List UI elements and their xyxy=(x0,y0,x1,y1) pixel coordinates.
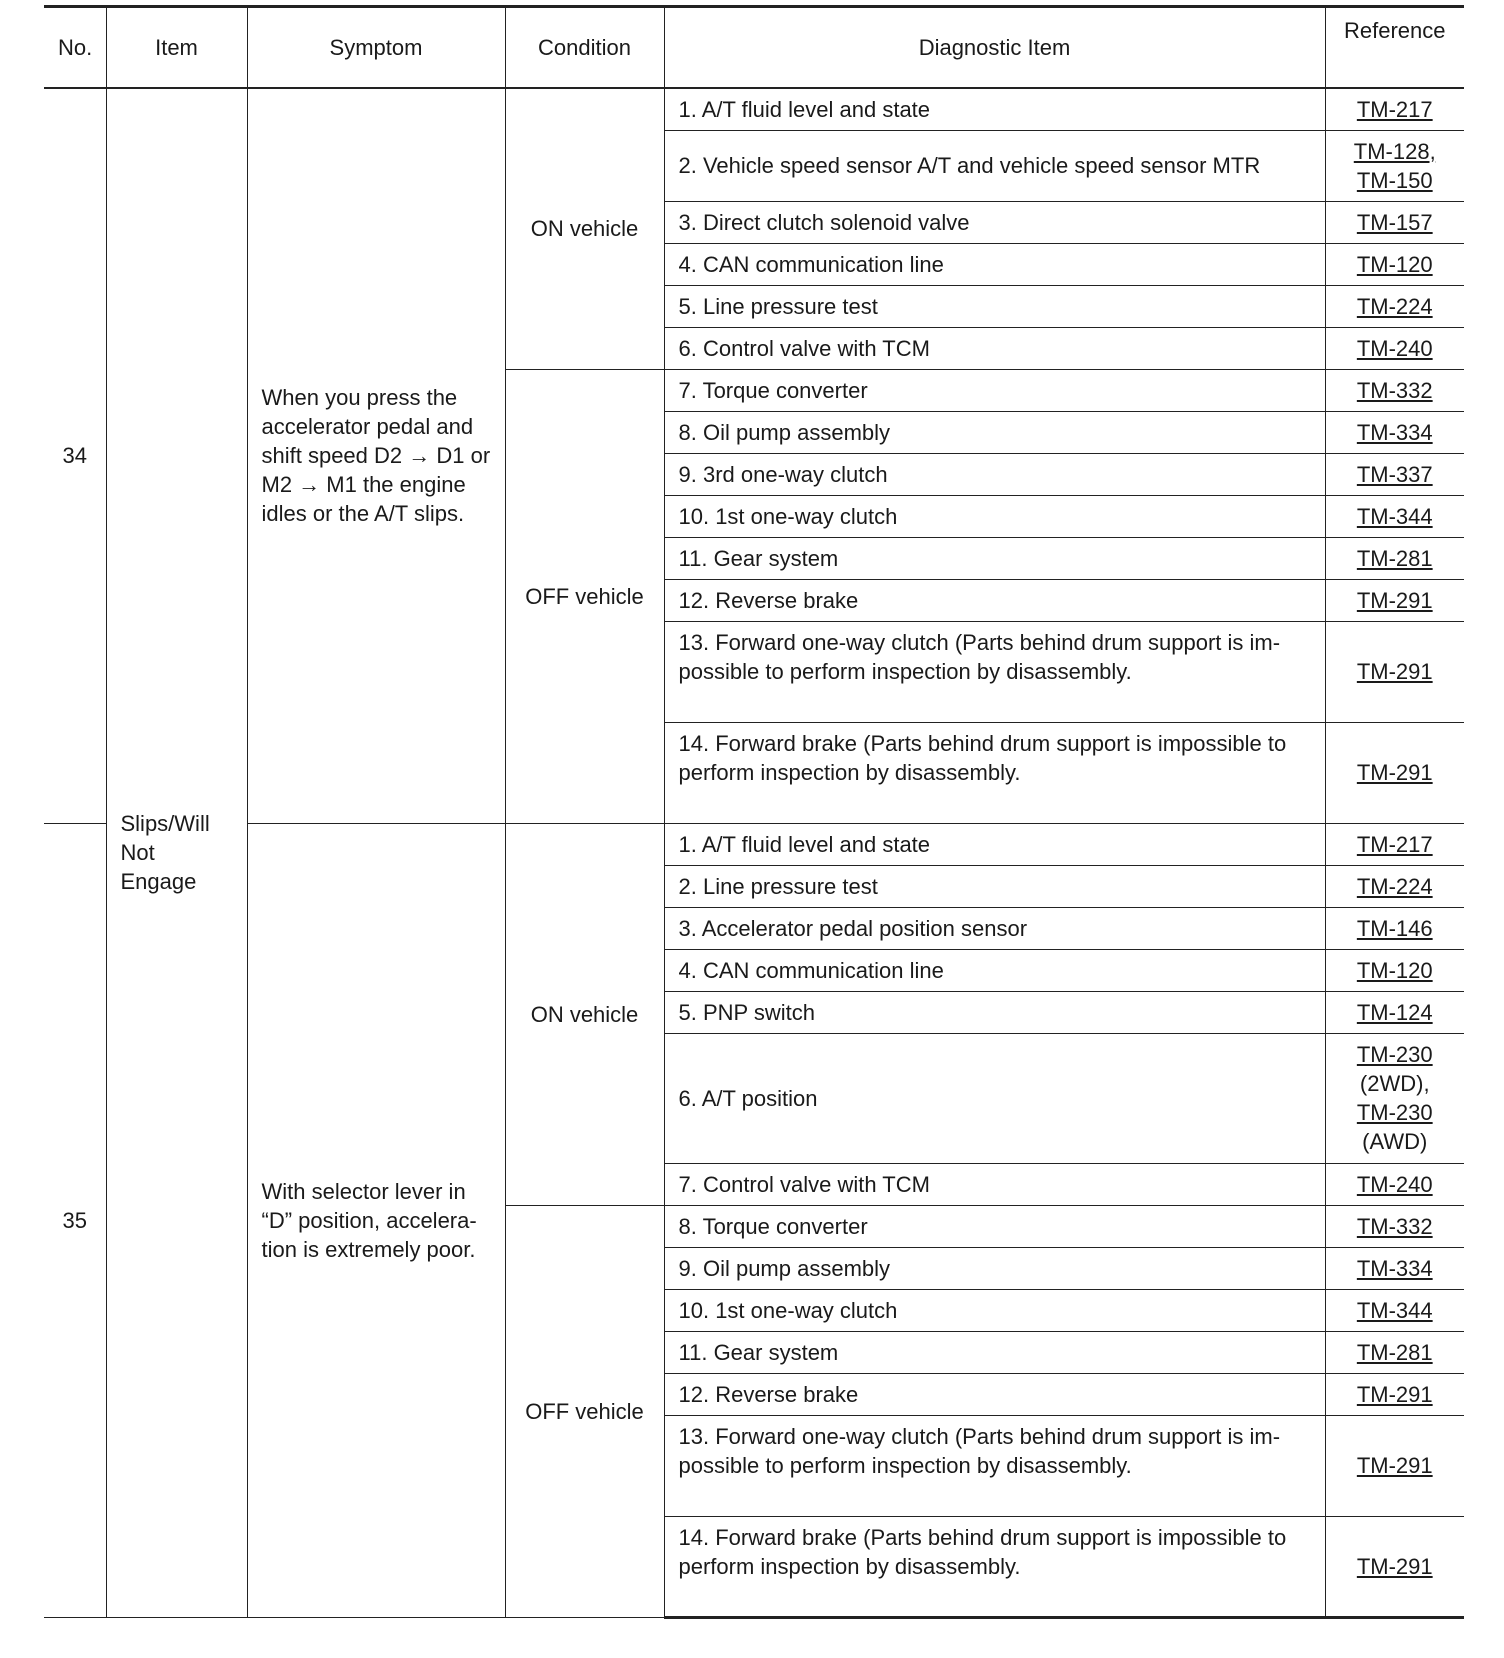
diagnostic-item: 5. Line pressure test xyxy=(664,285,1325,327)
reference-link[interactable]: TM-157 xyxy=(1356,209,1433,235)
table-row xyxy=(44,823,1464,865)
header-symptom: Symptom xyxy=(247,7,505,89)
diagnostic-item: 13. Forward one-way clutch (Parts behind drum support is im-possible to perform inspection by disassembly. xyxy=(664,621,1325,722)
item-cell: Slips/Will Not Engage xyxy=(106,88,247,1617)
reference-cell xyxy=(1325,1331,1464,1373)
diagnostic-item: 2. Line pressure test xyxy=(664,865,1325,907)
diagnostic-item: 4. CAN communication line xyxy=(664,949,1325,991)
reference-link[interactable]: TM-334 xyxy=(1356,419,1433,445)
diagnostic-item: 3. Direct clutch solenoid valve xyxy=(664,201,1325,243)
reference-cell xyxy=(1325,411,1464,453)
diagnostic-item: 11. Gear system xyxy=(664,1331,1325,1373)
reference-link[interactable]: TM-291 xyxy=(1356,760,1433,785)
reference-link[interactable]: TM-224 xyxy=(1356,873,1433,899)
diagnostic-item: 14. Forward brake (Parts behind drum support is impossible to perform inspection by disassembly. xyxy=(664,1516,1325,1617)
reference-link[interactable]: TM-291 xyxy=(1356,1553,1433,1579)
header-row xyxy=(44,7,1464,89)
symptom-cell: When you press the accelerator pedal and shift speed D2 → D1 or M2 → M1 the engine idles or the A/T slips. xyxy=(247,88,505,823)
reference-link[interactable]: TM-146 xyxy=(1356,915,1433,941)
reference-link[interactable]: TM-150 xyxy=(1356,167,1433,193)
row-number: 35 xyxy=(44,823,106,1617)
reference-cell xyxy=(1325,1373,1464,1415)
reference-cell xyxy=(1325,130,1464,201)
diagnostic-item: 9. 3rd one-way clutch xyxy=(664,453,1325,495)
reference-link[interactable]: TM-124 xyxy=(1356,999,1433,1025)
reference-cell xyxy=(1325,495,1464,537)
reference-link[interactable]: TM-281 xyxy=(1356,1339,1433,1365)
reference-note: (2WD), xyxy=(1359,1071,1430,1096)
reference-link[interactable]: TM-224 xyxy=(1356,293,1433,319)
reference-link[interactable]: TM-217 xyxy=(1356,831,1433,857)
reference-link[interactable]: TM-291 xyxy=(1356,1381,1433,1407)
diagnostic-item: 4. CAN communication line xyxy=(664,243,1325,285)
diagnostic-item: 8. Oil pump assembly xyxy=(664,411,1325,453)
diagnostic-item: 6. A/T position xyxy=(664,1033,1325,1163)
diagnostic-item: 2. Vehicle speed sensor A/T and vehicle speed sensor MTR xyxy=(664,130,1325,201)
reference-link[interactable]: TM-291 xyxy=(1356,659,1433,684)
diagnostic-item: 14. Forward brake (Parts behind drum support is impossible to perform inspection by disassembly. xyxy=(664,722,1325,823)
reference-cell xyxy=(1325,243,1464,285)
reference-cell xyxy=(1325,865,1464,907)
diagnostic-item: 8. Torque converter xyxy=(664,1205,1325,1247)
reference-link[interactable]: TM-120 xyxy=(1356,251,1433,277)
reference-cell xyxy=(1325,1033,1464,1163)
reference-cell xyxy=(1325,949,1464,991)
header-condition: Condition xyxy=(505,7,664,89)
diagnosis-table xyxy=(44,5,1464,1619)
reference-link[interactable]: TM-291 xyxy=(1356,587,1433,613)
diagnostic-item: 9. Oil pump assembly xyxy=(664,1247,1325,1289)
reference-link[interactable]: TM-240 xyxy=(1356,1171,1433,1197)
condition-off-vehicle: OFF vehicle xyxy=(505,1205,664,1617)
header-reference: Reference xyxy=(1325,7,1464,89)
reference-link[interactable]: TM-240 xyxy=(1356,335,1433,361)
reference-link[interactable]: TM-332 xyxy=(1356,1213,1433,1239)
reference-cell xyxy=(1325,621,1464,722)
diagnostic-item: 1. A/T fluid level and state xyxy=(664,823,1325,865)
condition-off-vehicle: OFF vehicle xyxy=(505,369,664,823)
diagnostic-item: 10. 1st one-way clutch xyxy=(664,495,1325,537)
diagnostic-item: 13. Forward one-way clutch (Parts behind drum support is im-possible to perform inspection by disassembly. xyxy=(664,1415,1325,1516)
reference-cell xyxy=(1325,991,1464,1033)
reference-cell xyxy=(1325,453,1464,495)
reference-link[interactable]: TM-230 xyxy=(1356,1042,1433,1067)
reference-link[interactable]: TM-334 xyxy=(1356,1255,1433,1281)
reference-cell xyxy=(1325,1205,1464,1247)
reference-cell xyxy=(1325,1163,1464,1205)
reference-link[interactable]: TM-230 xyxy=(1356,1100,1433,1125)
reference-cell xyxy=(1325,369,1464,411)
reference-link[interactable]: TM-332 xyxy=(1356,377,1433,403)
reference-link[interactable]: TM-344 xyxy=(1356,1297,1433,1323)
diagnostic-item: 1. A/T fluid level and state xyxy=(664,88,1325,130)
diagnostic-item: 3. Accelerator pedal position sensor xyxy=(664,907,1325,949)
reference-cell xyxy=(1325,537,1464,579)
diagnostic-item: 10. 1st one-way clutch xyxy=(664,1289,1325,1331)
reference-link[interactable]: TM-344 xyxy=(1356,503,1433,529)
reference-cell xyxy=(1325,1247,1464,1289)
reference-link[interactable]: TM-281 xyxy=(1356,545,1433,571)
reference-cell xyxy=(1325,722,1464,823)
diagnostic-item: 11. Gear system xyxy=(664,537,1325,579)
reference-cell xyxy=(1325,907,1464,949)
reference-link[interactable]: TM-337 xyxy=(1356,461,1433,487)
reference-link[interactable]: TM-291 xyxy=(1356,1453,1433,1478)
diagnostic-item: 12. Reverse brake xyxy=(664,579,1325,621)
diagnostic-item: 6. Control valve with TCM xyxy=(664,327,1325,369)
reference-note: (AWD) xyxy=(1362,1129,1428,1154)
reference-cell xyxy=(1325,823,1464,865)
diagnostic-item: 7. Control valve with TCM xyxy=(664,1163,1325,1205)
reference-cell xyxy=(1325,327,1464,369)
diagnostic-item: 7. Torque converter xyxy=(664,369,1325,411)
table-row xyxy=(44,88,1464,130)
reference-cell xyxy=(1325,1289,1464,1331)
symptom-cell: With selector lever in “D” position, accelera-tion is extremely poor. xyxy=(247,823,505,1617)
reference-link[interactable]: TM-120 xyxy=(1356,957,1433,983)
row-number: 34 xyxy=(44,88,106,823)
condition-on-vehicle: ON vehicle xyxy=(505,88,664,369)
header-diagnostic-item: Diagnostic Item xyxy=(664,7,1325,89)
condition-on-vehicle: ON vehicle xyxy=(505,823,664,1205)
reference-cell xyxy=(1325,579,1464,621)
reference-link[interactable]: TM-217 xyxy=(1356,96,1433,122)
reference-cell xyxy=(1325,1516,1464,1617)
reference-cell xyxy=(1325,88,1464,130)
header-no: No. xyxy=(44,7,106,89)
header-item: Item xyxy=(106,7,247,89)
reference-cell xyxy=(1325,201,1464,243)
diagnostic-item: 12. Reverse brake xyxy=(664,1373,1325,1415)
reference-cell xyxy=(1325,285,1464,327)
diagnostic-item: 5. PNP switch xyxy=(664,991,1325,1033)
reference-link[interactable]: TM-128, xyxy=(1353,138,1436,164)
reference-cell xyxy=(1325,1415,1464,1516)
